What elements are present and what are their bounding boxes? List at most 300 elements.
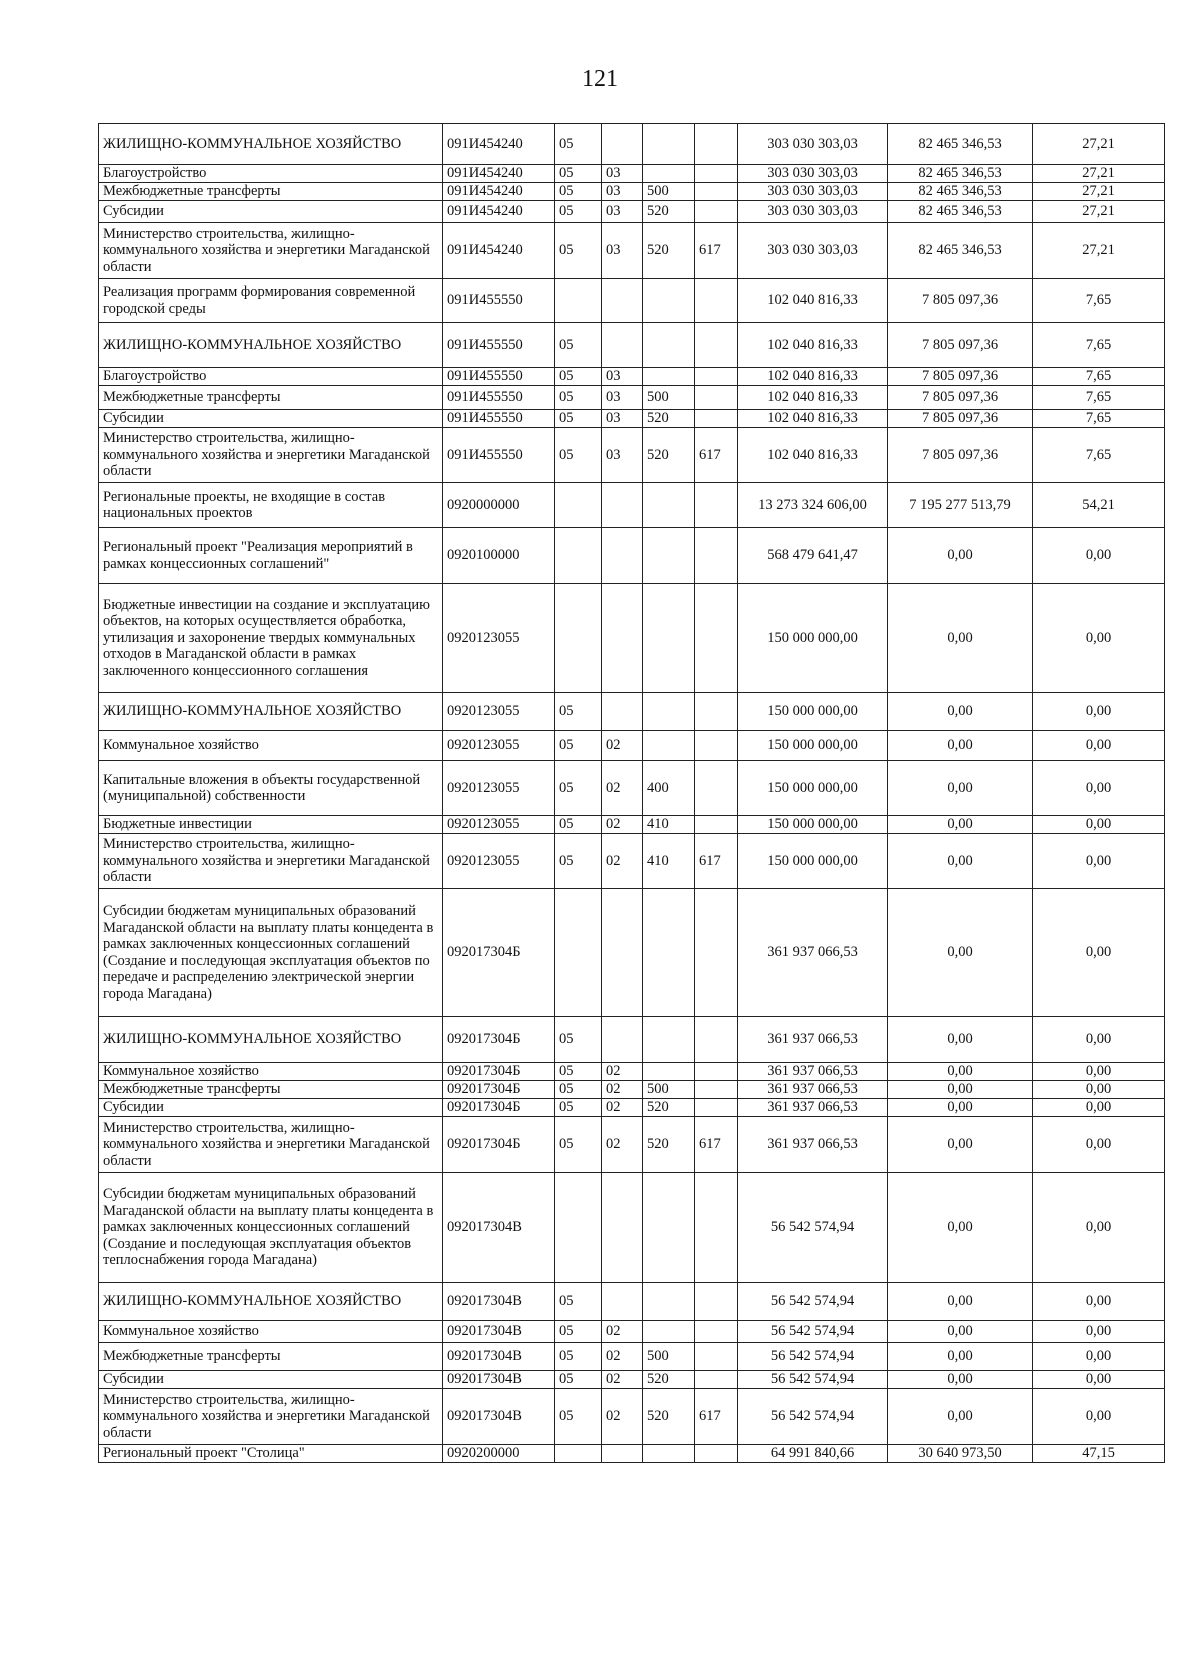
row-name-cell: Межбюджетные трансферты [99,1081,443,1099]
row-name-cell: Субсидии [99,410,443,428]
table-row [99,279,1165,323]
row-fact-cell: 0,00 [888,834,1033,889]
row-expense-type-cell [643,1017,695,1063]
row-fact-cell: 7 805 097,36 [888,279,1033,323]
row-percent-cell: 7,65 [1033,410,1165,428]
row-fact-cell: 0,00 [888,693,1033,731]
row-name-cell: Межбюджетные трансферты [99,386,443,410]
row-grbs-cell [695,731,738,761]
row-subsection-cell [602,528,643,584]
row-fact-cell: 0,00 [888,1343,1033,1371]
row-name-cell: Министерство строительства, жилищно-коммунального хозяйства и энергетики Магаданской области [99,1117,443,1173]
row-plan-cell: 150 000 000,00 [738,834,888,889]
table-row [99,816,1165,834]
row-expense-type-cell: 520 [643,428,695,483]
row-percent-cell: 7,65 [1033,386,1165,410]
row-section-cell: 05 [555,816,602,834]
row-code-cell: 0920123055 [443,693,555,731]
row-percent-cell: 0,00 [1033,1173,1165,1283]
row-section-cell [555,889,602,1017]
row-grbs-cell [695,1321,738,1343]
row-expense-type-cell [643,165,695,183]
row-subsection-cell [602,124,643,165]
row-code-cell: 0920123055 [443,731,555,761]
row-section-cell: 05 [555,731,602,761]
row-code-cell: 092017304Б [443,889,555,1017]
row-name-cell: Субсидии [99,1371,443,1389]
table-row [99,761,1165,816]
row-expense-type-cell [643,528,695,584]
table-row [99,1081,1165,1099]
table-row [99,528,1165,584]
row-expense-type-cell [643,323,695,368]
row-name-cell: Реализация программ формирования современной городской среды [99,279,443,323]
row-expense-type-cell [643,1063,695,1081]
row-grbs-cell [695,323,738,368]
row-percent-cell: 0,00 [1033,889,1165,1017]
table-row [99,165,1165,183]
row-section-cell: 05 [555,1017,602,1063]
row-code-cell: 091И454240 [443,124,555,165]
budget-table-body [99,124,1165,1463]
row-grbs-cell [695,1017,738,1063]
table-row [99,584,1165,693]
row-name-cell: ЖИЛИЩНО-КОММУНАЛЬНОЕ ХОЗЯЙСТВО [99,323,443,368]
table-row [99,1063,1165,1081]
row-subsection-cell [602,693,643,731]
row-fact-cell: 0,00 [888,1063,1033,1081]
row-plan-cell: 56 542 574,94 [738,1321,888,1343]
row-section-cell: 05 [555,1389,602,1445]
row-code-cell: 091И455550 [443,279,555,323]
row-code-cell: 091И454240 [443,201,555,223]
row-expense-type-cell [643,584,695,693]
row-expense-type-cell [643,693,695,731]
row-plan-cell: 150 000 000,00 [738,731,888,761]
row-grbs-cell [695,410,738,428]
row-fact-cell: 82 465 346,53 [888,223,1033,279]
row-code-cell: 092017304В [443,1283,555,1321]
row-fact-cell: 0,00 [888,1117,1033,1173]
row-subsection-cell: 02 [602,731,643,761]
row-name-cell: Региональный проект "Столица" [99,1445,443,1463]
row-name-cell: Коммунальное хозяйство [99,731,443,761]
row-subsection-cell: 02 [602,1117,643,1173]
row-subsection-cell: 02 [602,834,643,889]
row-expense-type-cell: 500 [643,1081,695,1099]
row-subsection-cell: 03 [602,368,643,386]
row-name-cell: Министерство строительства, жилищно-коммунального хозяйства и энергетики Магаданской области [99,834,443,889]
row-section-cell: 05 [555,165,602,183]
row-section-cell: 05 [555,368,602,386]
row-plan-cell: 303 030 303,03 [738,165,888,183]
row-expense-type-cell: 520 [643,1117,695,1173]
row-plan-cell: 56 542 574,94 [738,1389,888,1445]
page-number: 121 [582,66,618,92]
row-section-cell: 05 [555,761,602,816]
row-name-cell: Благоустройство [99,165,443,183]
row-subsection-cell [602,1173,643,1283]
row-code-cell: 091И454240 [443,183,555,201]
row-section-cell: 05 [555,323,602,368]
row-code-cell: 091И455550 [443,410,555,428]
row-fact-cell: 0,00 [888,816,1033,834]
row-subsection-cell [602,889,643,1017]
row-subsection-cell [602,1283,643,1321]
row-plan-cell: 150 000 000,00 [738,693,888,731]
row-percent-cell: 47,15 [1033,1445,1165,1463]
row-expense-type-cell [643,124,695,165]
table-row [99,889,1165,1017]
row-subsection-cell: 03 [602,410,643,428]
row-plan-cell: 64 991 840,66 [738,1445,888,1463]
row-plan-cell: 361 937 066,53 [738,889,888,1017]
row-section-cell [555,483,602,528]
row-fact-cell: 0,00 [888,584,1033,693]
row-expense-type-cell [643,1445,695,1463]
row-subsection-cell: 03 [602,165,643,183]
row-expense-type-cell: 410 [643,816,695,834]
row-plan-cell: 303 030 303,03 [738,183,888,201]
row-code-cell: 0920123055 [443,816,555,834]
row-fact-cell: 0,00 [888,731,1033,761]
table-row [99,693,1165,731]
row-name-cell: Субсидии бюджетам муниципальных образований Магаданской области на выплату платы концедента в рамках заключенных концессионных соглашений (Создание и последующая эксплуатация объектов теплоснабжения города Магадана) [99,1173,443,1283]
row-name-cell: Субсидии [99,1099,443,1117]
row-code-cell: 092017304Б [443,1117,555,1173]
table-row [99,1117,1165,1173]
row-fact-cell: 82 465 346,53 [888,183,1033,201]
row-percent-cell: 0,00 [1033,1081,1165,1099]
row-grbs-cell: 617 [695,834,738,889]
row-section-cell: 05 [555,1063,602,1081]
row-plan-cell: 56 542 574,94 [738,1371,888,1389]
table-row [99,483,1165,528]
row-code-cell: 092017304Б [443,1017,555,1063]
row-percent-cell: 0,00 [1033,1283,1165,1321]
row-plan-cell: 102 040 816,33 [738,428,888,483]
row-section-cell: 05 [555,428,602,483]
row-subsection-cell [602,279,643,323]
row-code-cell: 091И455550 [443,428,555,483]
row-section-cell: 05 [555,410,602,428]
row-expense-type-cell: 400 [643,761,695,816]
row-percent-cell: 7,65 [1033,279,1165,323]
row-name-cell: Межбюджетные трансферты [99,1343,443,1371]
row-section-cell: 05 [555,693,602,731]
row-subsection-cell: 03 [602,386,643,410]
row-name-cell: Региональные проекты, не входящие в состав национальных проектов [99,483,443,528]
row-grbs-cell [695,1081,738,1099]
row-plan-cell: 102 040 816,33 [738,323,888,368]
row-fact-cell: 0,00 [888,1389,1033,1445]
row-subsection-cell [602,483,643,528]
row-code-cell: 091И454240 [443,165,555,183]
row-subsection-cell: 02 [602,1389,643,1445]
row-section-cell [555,1173,602,1283]
table-row [99,410,1165,428]
row-percent-cell: 0,00 [1033,1343,1165,1371]
table-row [99,1283,1165,1321]
row-expense-type-cell: 520 [643,410,695,428]
row-fact-cell: 0,00 [888,1017,1033,1063]
row-section-cell: 05 [555,1117,602,1173]
row-fact-cell: 7 805 097,36 [888,428,1033,483]
row-grbs-cell [695,1371,738,1389]
row-expense-type-cell: 520 [643,1371,695,1389]
row-percent-cell: 0,00 [1033,816,1165,834]
row-percent-cell: 0,00 [1033,1063,1165,1081]
row-plan-cell: 361 937 066,53 [738,1017,888,1063]
row-expense-type-cell [643,1173,695,1283]
row-grbs-cell [695,124,738,165]
row-code-cell: 091И454240 [443,223,555,279]
row-expense-type-cell: 500 [643,1343,695,1371]
row-fact-cell: 0,00 [888,1081,1033,1099]
row-fact-cell: 82 465 346,53 [888,165,1033,183]
row-plan-cell: 56 542 574,94 [738,1283,888,1321]
row-expense-type-cell [643,368,695,386]
row-expense-type-cell: 520 [643,223,695,279]
row-expense-type-cell: 520 [643,1389,695,1445]
row-grbs-cell [695,165,738,183]
row-plan-cell: 150 000 000,00 [738,584,888,693]
table-row [99,323,1165,368]
row-expense-type-cell: 410 [643,834,695,889]
row-code-cell: 092017304Б [443,1099,555,1117]
row-percent-cell: 0,00 [1033,1017,1165,1063]
table-row [99,223,1165,279]
row-section-cell [555,279,602,323]
row-fact-cell: 7 805 097,36 [888,410,1033,428]
table-row [99,1173,1165,1283]
row-subsection-cell [602,323,643,368]
row-expense-type-cell [643,1283,695,1321]
row-fact-cell: 0,00 [888,528,1033,584]
row-plan-cell: 361 937 066,53 [738,1063,888,1081]
row-section-cell: 05 [555,1099,602,1117]
row-grbs-cell: 617 [695,428,738,483]
row-subsection-cell: 02 [602,1321,643,1343]
row-subsection-cell: 02 [602,1063,643,1081]
row-expense-type-cell [643,1321,695,1343]
row-code-cell: 0920000000 [443,483,555,528]
row-plan-cell: 56 542 574,94 [738,1173,888,1283]
row-name-cell: Межбюджетные трансферты [99,183,443,201]
row-expense-type-cell [643,483,695,528]
row-fact-cell: 0,00 [888,1099,1033,1117]
row-fact-cell: 0,00 [888,1321,1033,1343]
row-grbs-cell [695,183,738,201]
row-grbs-cell [695,1283,738,1321]
row-percent-cell: 54,21 [1033,483,1165,528]
row-fact-cell: 7 805 097,36 [888,368,1033,386]
row-subsection-cell: 02 [602,816,643,834]
row-subsection-cell: 02 [602,1081,643,1099]
row-expense-type-cell: 520 [643,1099,695,1117]
row-code-cell: 092017304В [443,1389,555,1445]
row-code-cell: 0920123055 [443,834,555,889]
row-grbs-cell [695,1445,738,1463]
row-name-cell: Министерство строительства, жилищно-коммунального хозяйства и энергетики Магаданской области [99,428,443,483]
row-section-cell [555,1445,602,1463]
row-grbs-cell [695,279,738,323]
row-subsection-cell: 03 [602,183,643,201]
row-name-cell: Коммунальное хозяйство [99,1321,443,1343]
table-row [99,1371,1165,1389]
row-plan-cell: 56 542 574,94 [738,1343,888,1371]
row-grbs-cell [695,528,738,584]
row-percent-cell: 7,65 [1033,368,1165,386]
table-row [99,731,1165,761]
row-percent-cell: 0,00 [1033,1389,1165,1445]
row-grbs-cell [695,584,738,693]
budget-table [98,123,1165,1463]
row-percent-cell: 0,00 [1033,1321,1165,1343]
row-code-cell: 0920123055 [443,584,555,693]
row-percent-cell: 0,00 [1033,761,1165,816]
row-plan-cell: 102 040 816,33 [738,279,888,323]
row-plan-cell: 303 030 303,03 [738,124,888,165]
row-percent-cell: 0,00 [1033,584,1165,693]
row-subsection-cell: 02 [602,1343,643,1371]
row-section-cell: 05 [555,1081,602,1099]
row-code-cell: 091И455550 [443,386,555,410]
row-expense-type-cell [643,889,695,1017]
row-grbs-cell [695,761,738,816]
row-fact-cell: 7 195 277 513,79 [888,483,1033,528]
row-grbs-cell [695,1343,738,1371]
row-percent-cell: 0,00 [1033,1117,1165,1173]
row-grbs-cell [695,483,738,528]
row-section-cell [555,528,602,584]
row-expense-type-cell [643,731,695,761]
row-grbs-cell [695,816,738,834]
row-section-cell: 05 [555,1343,602,1371]
row-section-cell: 05 [555,183,602,201]
row-section-cell [555,584,602,693]
row-percent-cell: 27,21 [1033,183,1165,201]
row-percent-cell: 0,00 [1033,731,1165,761]
row-name-cell: Благоустройство [99,368,443,386]
row-section-cell: 05 [555,1371,602,1389]
row-name-cell: Региональный проект "Реализация мероприятий в рамках концессионных соглашений" [99,528,443,584]
table-row [99,1389,1165,1445]
row-section-cell: 05 [555,201,602,223]
row-fact-cell: 0,00 [888,1173,1033,1283]
row-code-cell: 092017304В [443,1173,555,1283]
table-row [99,183,1165,201]
row-subsection-cell: 02 [602,1371,643,1389]
row-subsection-cell: 03 [602,201,643,223]
row-subsection-cell: 02 [602,1099,643,1117]
row-fact-cell: 0,00 [888,889,1033,1017]
row-code-cell: 092017304Б [443,1063,555,1081]
table-row [99,834,1165,889]
row-percent-cell: 0,00 [1033,693,1165,731]
table-row [99,124,1165,165]
row-subsection-cell: 02 [602,761,643,816]
row-grbs-cell [695,889,738,1017]
row-fact-cell: 0,00 [888,1283,1033,1321]
row-code-cell: 0920200000 [443,1445,555,1463]
table-row [99,201,1165,223]
row-plan-cell: 150 000 000,00 [738,761,888,816]
row-percent-cell: 7,65 [1033,323,1165,368]
row-expense-type-cell [643,279,695,323]
table-row [99,1099,1165,1117]
row-percent-cell: 7,65 [1033,428,1165,483]
row-fact-cell: 0,00 [888,1371,1033,1389]
row-section-cell: 05 [555,1283,602,1321]
row-plan-cell: 13 273 324 606,00 [738,483,888,528]
row-grbs-cell [695,386,738,410]
row-plan-cell: 361 937 066,53 [738,1099,888,1117]
row-name-cell: ЖИЛИЩНО-КОММУНАЛЬНОЕ ХОЗЯЙСТВО [99,124,443,165]
row-name-cell: Субсидии [99,201,443,223]
row-name-cell: Бюджетные инвестиции на создание и эксплуатацию объектов, на которых осуществляется обработка, утилизация и захоронение твердых коммунальных отходов в Магаданской области в рамках заключенного концессионного соглашения [99,584,443,693]
row-subsection-cell [602,584,643,693]
row-percent-cell: 27,21 [1033,223,1165,279]
row-percent-cell: 0,00 [1033,1371,1165,1389]
row-percent-cell: 27,21 [1033,124,1165,165]
row-name-cell: Коммунальное хозяйство [99,1063,443,1081]
row-name-cell: Бюджетные инвестиции [99,816,443,834]
table-row [99,1343,1165,1371]
row-plan-cell: 102 040 816,33 [738,386,888,410]
row-subsection-cell [602,1445,643,1463]
row-expense-type-cell: 500 [643,386,695,410]
table-row [99,1321,1165,1343]
row-grbs-cell [695,693,738,731]
row-plan-cell: 303 030 303,03 [738,223,888,279]
row-name-cell: ЖИЛИЩНО-КОММУНАЛЬНОЕ ХОЗЯЙСТВО [99,693,443,731]
row-fact-cell: 7 805 097,36 [888,386,1033,410]
row-fact-cell: 7 805 097,36 [888,323,1033,368]
row-section-cell: 05 [555,834,602,889]
row-percent-cell: 0,00 [1033,834,1165,889]
row-name-cell: Министерство строительства, жилищно-коммунального хозяйства и энергетики Магаданской области [99,1389,443,1445]
row-percent-cell: 0,00 [1033,528,1165,584]
row-grbs-cell: 617 [695,1117,738,1173]
row-grbs-cell [695,1063,738,1081]
row-section-cell: 05 [555,386,602,410]
row-name-cell: Капитальные вложения в объекты государственной (муниципальной) собственности [99,761,443,816]
table-row [99,368,1165,386]
row-plan-cell: 568 479 641,47 [738,528,888,584]
row-code-cell: 091И455550 [443,323,555,368]
row-subsection-cell [602,1017,643,1063]
table-row [99,1017,1165,1063]
row-subsection-cell: 03 [602,428,643,483]
row-plan-cell: 102 040 816,33 [738,410,888,428]
row-code-cell: 092017304В [443,1371,555,1389]
row-name-cell: Министерство строительства, жилищно-коммунального хозяйства и энергетики Магаданской области [99,223,443,279]
row-plan-cell: 303 030 303,03 [738,201,888,223]
row-code-cell: 092017304Б [443,1081,555,1099]
row-plan-cell: 361 937 066,53 [738,1117,888,1173]
row-expense-type-cell: 500 [643,183,695,201]
row-grbs-cell: 617 [695,223,738,279]
row-fact-cell: 82 465 346,53 [888,201,1033,223]
row-section-cell: 05 [555,1321,602,1343]
row-name-cell: Субсидии бюджетам муниципальных образований Магаданской области на выплату платы концедента в рамках заключенных концессионных соглашений (Создание и последующая эксплуатация объектов по передаче и распределению электрической энергии города Магадана) [99,889,443,1017]
row-code-cell: 091И455550 [443,368,555,386]
row-plan-cell: 150 000 000,00 [738,816,888,834]
row-code-cell: 0920123055 [443,761,555,816]
row-section-cell: 05 [555,223,602,279]
row-grbs-cell [695,1099,738,1117]
